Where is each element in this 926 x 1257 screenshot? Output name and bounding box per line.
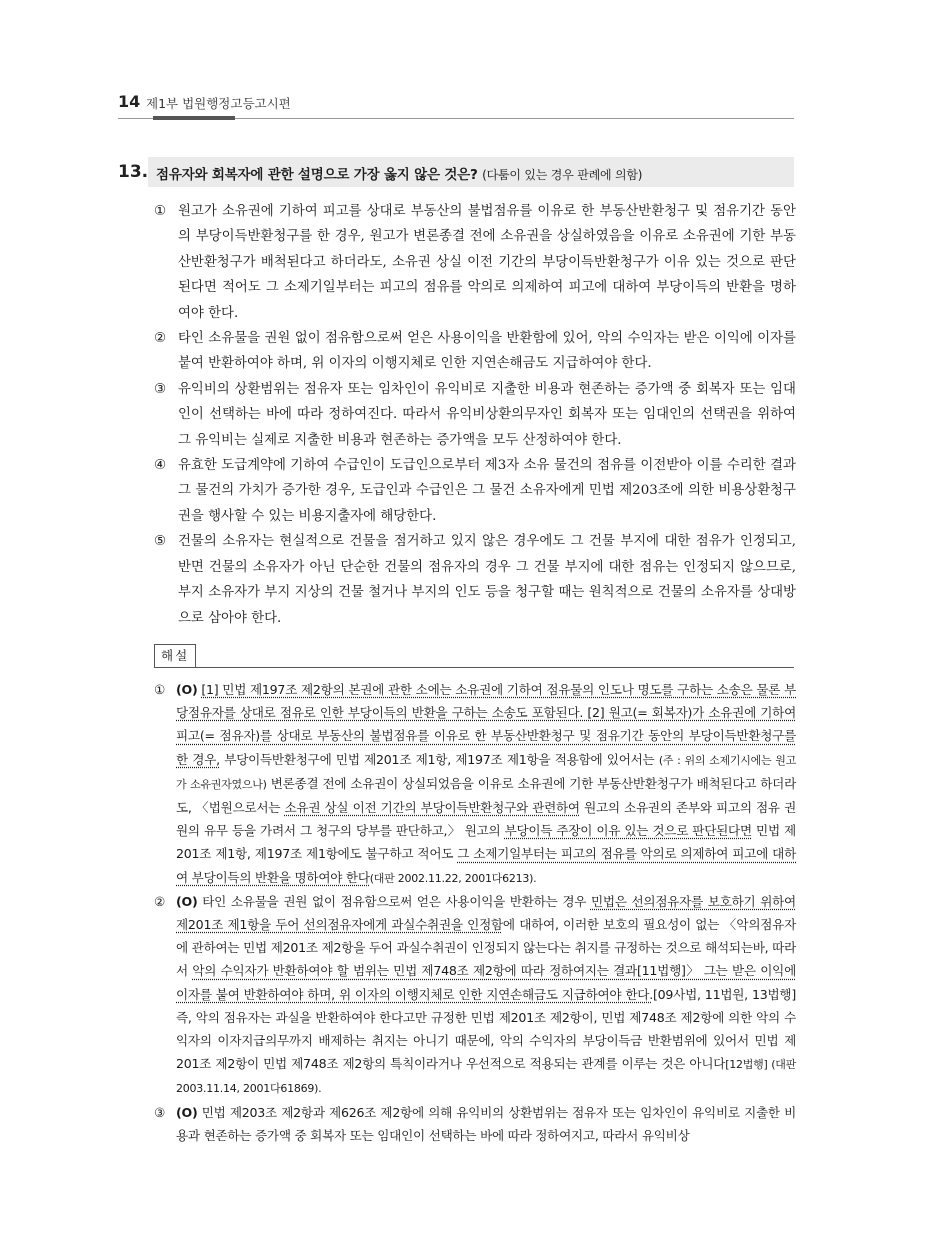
option-3 <box>154 377 796 453</box>
explanation-text: 원고의 소유권의 존부와 피고의 점유 권원의 유무 등을 가려서 그 청구의 당부를 판단하고,〉 원고의 <box>176 800 797 839</box>
explanation-marker: ① <box>154 682 166 697</box>
option-marker: ③ <box>154 381 167 397</box>
verdict-badge: (O) <box>176 1104 198 1120</box>
explanation-text: 민법 제203조 제2항과 제626조 제2항에 의해 유익비의 상환범위는 점유자 또는 임차인이 유익비로 지출한 비용과 현존하는 증가액 중 회복자 또는 임대인이 선택하는 바에 따라 정하여지고, 따라서 유익비상 <box>176 1104 796 1143</box>
verdict-badge: (O) <box>176 893 198 909</box>
explanation-marker: ③ <box>154 1104 166 1120</box>
explanation-text: [1] 민법 제197조 제2항의 본권에 관한 소에는 소유권에 기하여 점유물의 인도나 명도를 구하는 소송은 물론 부당점유자를 상대로 점유로 인한 부당이득의 반환을 구하는 소송도 포함된다. [2] 원고(= 회복자)가 소유권에 기하여 피고(= 점유자)를 상대로 부동산의 불법점유를 이유로 한 부동산반환청구 및 점유기간 동안의 부당이득반환청구를 한 경우, <box>176 682 796 767</box>
option-text: 건물의 소유자는 현실적으로 건물을 점거하고 있지 않은 경우에도 그 건물 부지에 대한 점유가 인정되고, 반면 건물의 소유자가 아닌 단순한 건물의 점유자의 경우 그 건물 부지에 대한 점유는 인정되지 않으므로, 부지 소유자가 부지 지상의 건물 철거나 부지의 인도 등을 청구할 때는 원칙적으로 건물의 소유자를 상대방으로 삼아야 한다. <box>178 534 796 626</box>
answer-options <box>154 199 796 631</box>
explanation-text: 변론종결 전에 소유권이 상실되었음을 이유로 소유권에 기한 부동산반환청구가 배척된다고 하더라도, 〈법원으로서는 <box>176 775 796 816</box>
option-marker: ⑤ <box>154 534 167 550</box>
option-1 <box>154 199 796 326</box>
option-5 <box>154 529 796 631</box>
explanation-note: (주 : 위의 소제기시에는 원고가 소유권자였으나) <box>176 753 796 791</box>
page-number: 14 <box>118 92 141 111</box>
option-marker: ② <box>154 331 167 347</box>
explanation-marker: ② <box>154 893 166 909</box>
question-number: 13. <box>118 162 149 182</box>
explanation-item-1 <box>154 678 796 890</box>
explanation-text: [09사법, 11법원, 13법행] 즉, 악의 점유자는 과실을 반환하여야 한다고만 규정한 민법 제201조 제2항이, 민법 제748조 제2항에 의한 악의 수익자의 이자지급의무까지 배제하는 취지는 아니기 때문에, 악의 수익자의 부당이득금 반환범위에 있어서 민법 제201조 제2항이 민법 제748조 제2항의 특칙이라거나 우선적으로 적용되는 관계를 이루는 것은 아니다 <box>176 986 796 1072</box>
running-header <box>118 92 794 118</box>
option-text: 타인 소유물을 권원 없이 점유함으로써 얻은 사용이익을 반환함에 있어, 악의 수익자는 받은 이익에 이자를 붙여 반환하여야 하며, 위 이자의 이행지체로 인한 지연손해금도 지급하여야 한다. <box>178 331 796 372</box>
explanation-text: 소유권 상실 이전 기간의 부당이득반환청구와 관련하여 <box>284 800 580 816</box>
question-stem-box <box>148 157 794 187</box>
case-citation: [12법행] (대판 2003.11.14, 2001다61869). <box>176 1058 797 1096</box>
explanation-text: 민법은 선의점유자를 보호하기 위하여 제201조 제1항을 두어 선의점유자에게 과실수취권을 인정함 <box>176 893 796 933</box>
header-accent-bar <box>153 116 235 120</box>
explanation-body <box>154 678 796 1147</box>
option-4 <box>154 453 796 529</box>
explanation-text: 악의 수익자가 반환하여야 할 범위는 민법 제748조 제2항에 따라 정하여지는 결과[11법행]〉 그는 받은 이익에 이자를 붙여 반환하여야 하며, 위 이자의 이행지체로 인한 지연손해금도 지급하여야 한다. <box>176 963 796 1002</box>
case-citation: (대판 2002.11.22, 2001다6213). <box>369 871 537 885</box>
part-title: 제1부 법원행정고등고시편 <box>146 96 291 111</box>
explanation-label: 해설 <box>154 644 196 668</box>
explanation-item-3 <box>154 1101 796 1147</box>
explanation-rule <box>154 667 794 668</box>
explanation-text: 부당이득 주장이 이유 있는 것으로 판단된다면 <box>504 823 752 839</box>
question-stem <box>156 163 642 183</box>
explanation-text: 민법 제201조 제1항, 제197조 제1항에도 불구하고 적어도 <box>176 823 796 862</box>
option-marker: ④ <box>154 458 167 474</box>
explanation-text: 부당이득반환청구에 민법 제201조 제1항, 제197조 제1항을 적용함에 있어서는 <box>219 751 659 767</box>
question-text: 점유자와 회복자에 관한 설명으로 가장 옳지 않은 것은? <box>156 167 478 183</box>
option-2 <box>154 326 796 377</box>
explanation-item-2 <box>154 890 796 1101</box>
question-note: (다툼이 있는 경우 판례에 의함) <box>482 168 643 182</box>
option-text: 원고가 소유권에 기하여 피고를 상대로 부동산의 불법점유를 이유로 한 부동산반환청구 및 점유기간 동안의 부당이득반환청구를 한 경우, 원고가 변론종결 전에 소유권을 상실하였음을 이유로 소유권에 기한 부동산반환청구가 배척된다고 하더라도, 소유권 상실 이전 기간의 부당이득반환청구가 이유 있는 것으로 판단된다면 적어도 그 소제기일부터는 피고의 점유를 악의로 의제하여 피고에 대하여 부당이득의 반환을 명하여야 한다. <box>178 204 796 321</box>
verdict-badge: (O) <box>176 682 198 697</box>
option-text: 유익비의 상환범위는 점유자 또는 임차인이 유익비로 지출한 비용과 현존하는 증가액 중 회복자 또는 임대인이 선택하는 바에 따라 정하여진다. 따라서 유익비상환의무자인 회복자 또는 임대인의 선택권을 위하여 그 유익비는 실제로 지출한 비용과 현존하는 증가액을 모두 산정하여야 한다. <box>178 381 796 448</box>
option-marker: ① <box>154 204 167 219</box>
explanation-text: 에 대하여, 이러한 보호의 필요성이 없는 〈악의점유자에 관하여는 민법 제201조 제2항을 두어 과실수취권이 인정되지 않는다는 취지를 규정하는 것으로 해석되는바, 따라서 <box>176 917 797 979</box>
explanation-text: 타인 소유물을 권원 없이 점유함으로써 얻은 사용이익을 반환하는 경우 <box>202 893 591 909</box>
explanation-text: 그 소제기일부터는 피고의 점유를 악의로 의제하여 피고에 대하여 부당이득의 반환을 명하여야 한다 <box>176 846 796 885</box>
option-text: 유효한 도급계약에 기하여 수급인이 도급인으로부터 제3자 소유 물건의 점유를 이전받아 이를 수리한 결과 그 물건의 가치가 증가한 경우, 도급인과 수급인은 그 물건 소유자에게 민법 제203조에 의한 비용상환청구권을 행사할 수 있는 비용지출자에 해당한다. <box>178 458 796 524</box>
